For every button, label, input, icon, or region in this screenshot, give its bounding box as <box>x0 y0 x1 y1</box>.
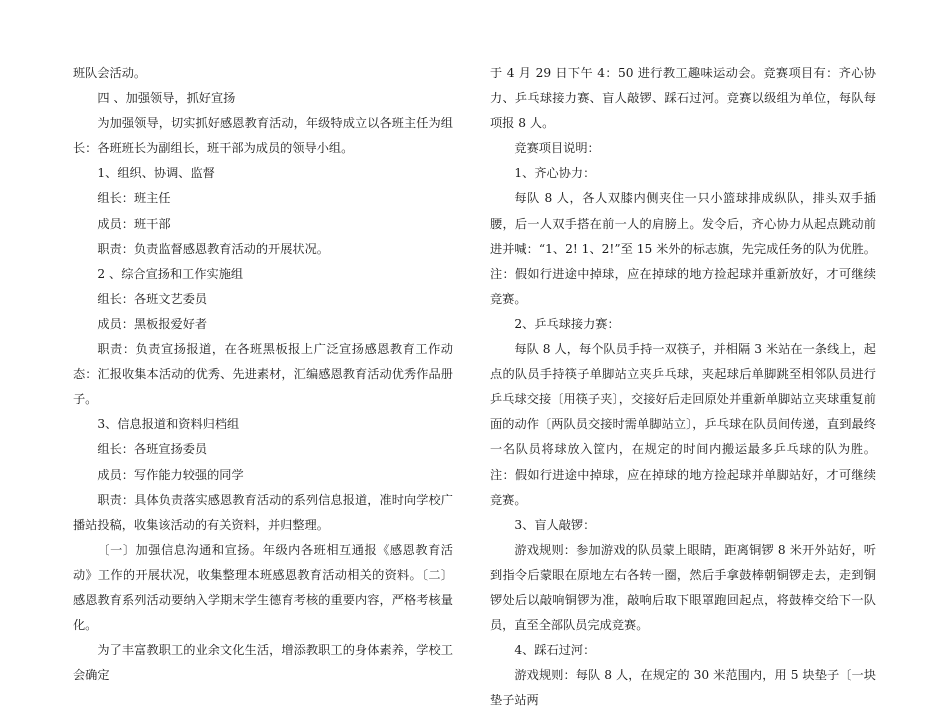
paragraph: 游戏规则：每队 8 人，在规定的 30 米范围内，用 5 块垫子〔一块垫子站两 <box>490 668 876 708</box>
paragraph: 每队 8 人，各人双膝内侧夹住一只小篮球排成纵队，排头双手插腰，后一人双手搭在前一人的肩膀上。发令后，齐心协力从起点跳动前进并喊：“1、2! 1、2!”至 15 米外的标志旗，先完成任务的队为优胜。注：假如行进途中掉球，应在掉球的地方捡起球并重新放好，才可继续竞赛。 <box>490 191 876 306</box>
paragraph: 四 、加强领导，抓好宣扬 <box>97 91 236 106</box>
paragraph: 职责：具体负责落实感恩教育活动的系列信息报道，准时向学校广播站投稿，收集该活动的有关资料，并归整理。 <box>73 492 453 532</box>
paragraph: 竞赛项目说明： <box>514 141 600 156</box>
paragraph: 2、乒乓球接力赛： <box>514 316 620 331</box>
paragraph: 组长：各班文艺委员 <box>97 291 208 306</box>
paragraph: 职责：负责监督感恩教育活动的开展状况。 <box>97 241 329 256</box>
paragraph: 职责：负责宣扬报道，在各班黑板报上广泛宣扬感恩教育工作动态：汇报收集本活动的优秀、先进素材，汇编感恩教育活动优秀作品册子。 <box>73 342 453 407</box>
paragraph: 为加强领导，切实抓好感恩教育活动，年级特成立以各班主任为组长：各班班长为副组长，班干部为成员的领导小组。 <box>73 116 453 156</box>
paragraph: 1、齐心协力： <box>514 166 596 181</box>
paragraph: 〔一〕加强信息沟通和宣扬。年级内各班相互通报《感恩教育活动》工作的开展状况，收集整理本班感恩教育活动相关的资料。〔二〕感恩教育系列活动要纳入学期末学生德育考核的重要内容，严格考核量化。 <box>73 542 453 633</box>
paragraph: 成员：黑板报爱好者 <box>97 316 208 331</box>
paragraph: 2 、综合宣扬和工作实施组 <box>97 266 244 281</box>
paragraph: 组长：班主任 <box>97 191 171 206</box>
paragraph: 4、踩石过河： <box>514 643 596 658</box>
paragraph: 3、盲人敲锣： <box>514 517 596 532</box>
paragraph: 班队会活动。 <box>73 66 147 80</box>
left-column <box>73 61 453 688</box>
paragraph: 1、组织、协调、监督 <box>97 166 215 181</box>
paragraph: 于 4 月 29 日下午 4：50 进行教工趣味运动会。竞赛项目有：齐心协力、乒乓球接力赛、盲人敲锣、踩石过河。竞赛以级组为单位，每队每项报 8 人。 <box>490 66 876 131</box>
right-column <box>490 61 876 713</box>
paragraph: 组长：各班宣扬委员 <box>97 442 208 457</box>
paragraph: 为了丰富教职工的业余文化生活，增添教职工的身体素养，学校工会确定 <box>73 643 453 683</box>
paragraph: 3、信息报道和资料归档组 <box>97 417 240 432</box>
paragraph: 成员：写作能力较强的同学 <box>97 467 244 482</box>
paragraph: 游戏规则：参加游戏的队员蒙上眼睛，距离铜锣 8 米开外站好，听到指令后蒙眼在原地左右各转一圈，然后手拿鼓棒朝铜锣走去，走到铜锣处后以敲响铜锣为准，敲响后取下眼罩跑回起点，将鼓棒交给下一队员，直至全部队员完成竞赛。 <box>490 542 876 633</box>
paragraph: 每队 8 人，每个队员手持一双筷子，并相隔 3 米站在一条线上，起点的队员手持筷子单脚站立夹乒乓球，夹起球后单脚跳至相邻队员进行乒乓球交接〔用筷子夹〕，交接好后走回原处并重新单脚站立夹球重复前面的动作〔两队员交接时需单脚站立〕，乒乓球在队员间传递，直到最终一名队员将球放入筐内，在规定的时间内搬运最多乒乓球的队为胜。注：假如行进途中掉球，应在掉球的地方捡起球并单脚站好，才可继续竞赛。 <box>490 342 876 507</box>
paragraph: 成员：班干部 <box>97 216 171 231</box>
